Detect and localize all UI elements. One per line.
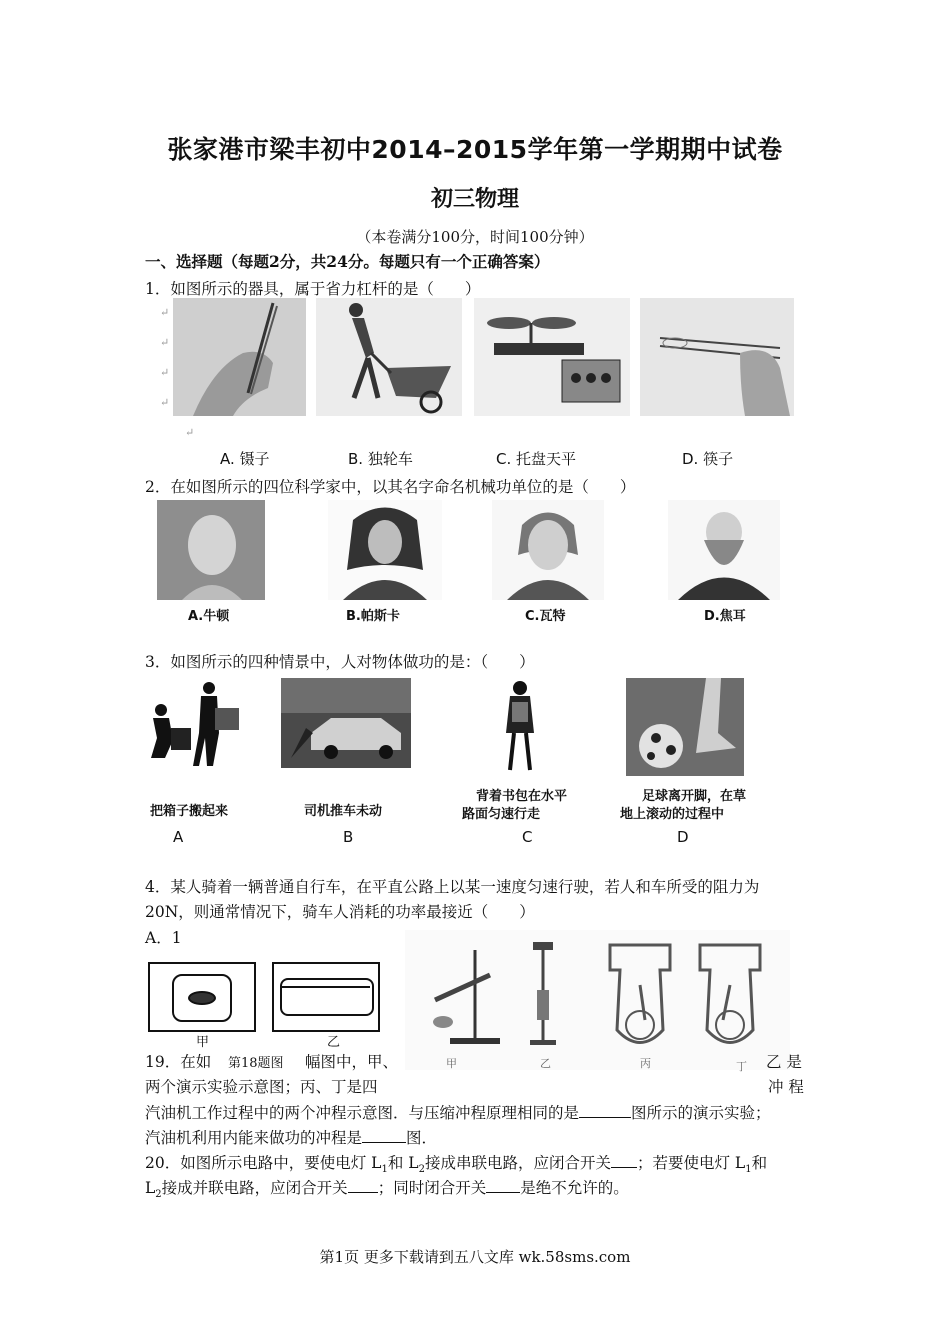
fig18-label-yi: 乙 [327,1035,341,1050]
fig18-panel-jia [148,962,256,1032]
q20-blank-1[interactable] [611,1153,637,1168]
q3-letter-b: B [343,828,354,846]
question-3-text: 3．如图所示的四种情景中，人对物体做功的是：（ ） [145,653,535,671]
chopsticks-image [640,298,794,416]
question-2-text: 2．在如图所示的四位科学家中，以其名字命名机械功单位的是（ ） [145,478,636,496]
q19-line1-start: 19．在如 [145,1053,212,1071]
q20-blank-3[interactable] [486,1178,520,1193]
q1-option-b: B. 独轮车 [348,450,413,468]
exam-title: 张家港市梁丰初中2014–2015学年第一学期期中试卷 [167,135,783,164]
q19-blank-2[interactable] [362,1128,406,1143]
q3-letter-c: C [522,828,533,846]
q3-caption-d-line2: 地上滚动的过程中 [620,807,725,822]
q19-line2-end: 冲 程 [768,1078,804,1096]
fig19-label-ding: 丁 [736,1060,747,1073]
paragraph-mark-icon: ↵ [185,426,195,439]
fig19-label-yi: 乙 [540,1057,551,1070]
q20-text: 和 [751,1154,768,1172]
fig18-caption: 第18题图 [228,1056,284,1071]
wheelbarrow-image [316,298,462,416]
newton-portrait-image [157,500,265,600]
balance-scale-image [474,298,630,416]
q20-text: ；若要使电灯 L [636,1154,746,1172]
rolling-football-image [626,678,744,776]
q19-line2-start: 两个演示实验示意图；丙、丁是四 [145,1078,378,1096]
watt-portrait-image [492,500,604,600]
paragraph-mark-icon: ↵ [160,336,170,349]
q3-caption-a: 把箱子搬起来 [150,804,229,819]
q19-line4 [145,1126,437,1148]
pushing-car-image [281,678,411,768]
joule-portrait-image [668,500,780,600]
fig18-label-jia: 甲 [196,1035,210,1050]
exam-note: （本卷满分100分，时间100分钟） [356,228,594,246]
subscript: 2 [155,1189,162,1201]
question-1-text: 1．如图所示的器具，属于省力杠杆的是（ ） [145,280,481,298]
q1-option-d: D. 筷子 [682,450,734,468]
q1-option-c: C. 托盘天平 [496,450,577,468]
lifting-box-image [143,678,243,770]
q3-letter-a: A [173,828,184,846]
question-4-line1: 4．某人骑着一辆普通自行车，在平直公路上以某一速度匀速行驶，若人和车所受的阻力为 [145,878,760,896]
q19-line1-end: 乙 是 [766,1053,802,1071]
walking-schoolbag-image [480,678,560,773]
q3-caption-b: 司机推车未动 [304,804,383,819]
subscript: 1 [381,1164,388,1176]
q1-option-a: A. 镊子 [220,450,270,468]
q20-line2 [145,1176,629,1200]
fig19-label-jia: 甲 [446,1057,457,1070]
subscript: 1 [745,1164,752,1176]
q3-caption-c-line2: 路面匀速行走 [462,807,541,822]
q2-option-b: B.帕斯卡 [346,609,400,624]
q20-text: 是绝不允许的。 [520,1179,629,1197]
q19-line3-text-a: 汽油机工作过程中的两个冲程示意图．与压缩冲程原理相同的是 [145,1104,580,1122]
q20-text: 和 L [387,1154,419,1172]
q19-line1-mid: 幅图中，甲、 [305,1053,399,1071]
fig19-label-bing: 丙 [640,1057,651,1070]
paragraph-mark-icon: ↵ [160,306,170,319]
paragraph-mark-icon: ↵ [160,396,170,409]
q20-text: 20．如图所示电路中，要使电灯 L [145,1154,382,1172]
q2-option-a: A.牛顿 [188,609,230,624]
q3-letter-d: D [677,828,689,846]
q20-text: L [145,1179,156,1197]
q19-line4-text-a: 汽油机利用内能来做功的冲程是 [145,1129,363,1147]
subscript: 2 [418,1164,425,1176]
q19-line3 [145,1101,771,1123]
question-4-line2: 20N，则通常情况下，骑车人消耗的功率最接近（ ） [145,903,535,921]
pascal-portrait-image [328,500,442,600]
q19-line3-text-b: 图所示的演示实验； [631,1104,771,1122]
question-4-option-a: A．1 [145,929,182,947]
exam-subtitle: 初三物理 [430,187,519,212]
q3-caption-c-line1: 背着书包在水平 [476,789,568,804]
q20-text: 接成并联电路，应闭合开关 [161,1179,348,1197]
paragraph-mark-icon: ↵ [160,366,170,379]
q20-blank-2[interactable] [348,1178,378,1193]
q19-line4-text-b: 图． [406,1129,438,1147]
q2-option-d: D.焦耳 [704,609,746,624]
fig19-image [405,930,790,1070]
fig18-panel-yi [272,962,380,1032]
page-footer: 第1页 更多下载请到五八文库 wk.58sms.com [319,1248,631,1266]
tweezers-image [173,298,306,416]
section-heading: 一、选择题（每题2分，共24分。每题只有一个正确答案） [145,252,550,271]
q19-blank-1[interactable] [579,1103,631,1118]
q20-text: ；同时闭合开关 [377,1179,487,1197]
q20-text: 接成串联电路，应闭合开关 [424,1154,611,1172]
q2-option-c: C.瓦特 [525,609,566,624]
q20-line1 [145,1151,767,1175]
q3-caption-d-line1: 足球离开脚，在草 [642,789,747,804]
